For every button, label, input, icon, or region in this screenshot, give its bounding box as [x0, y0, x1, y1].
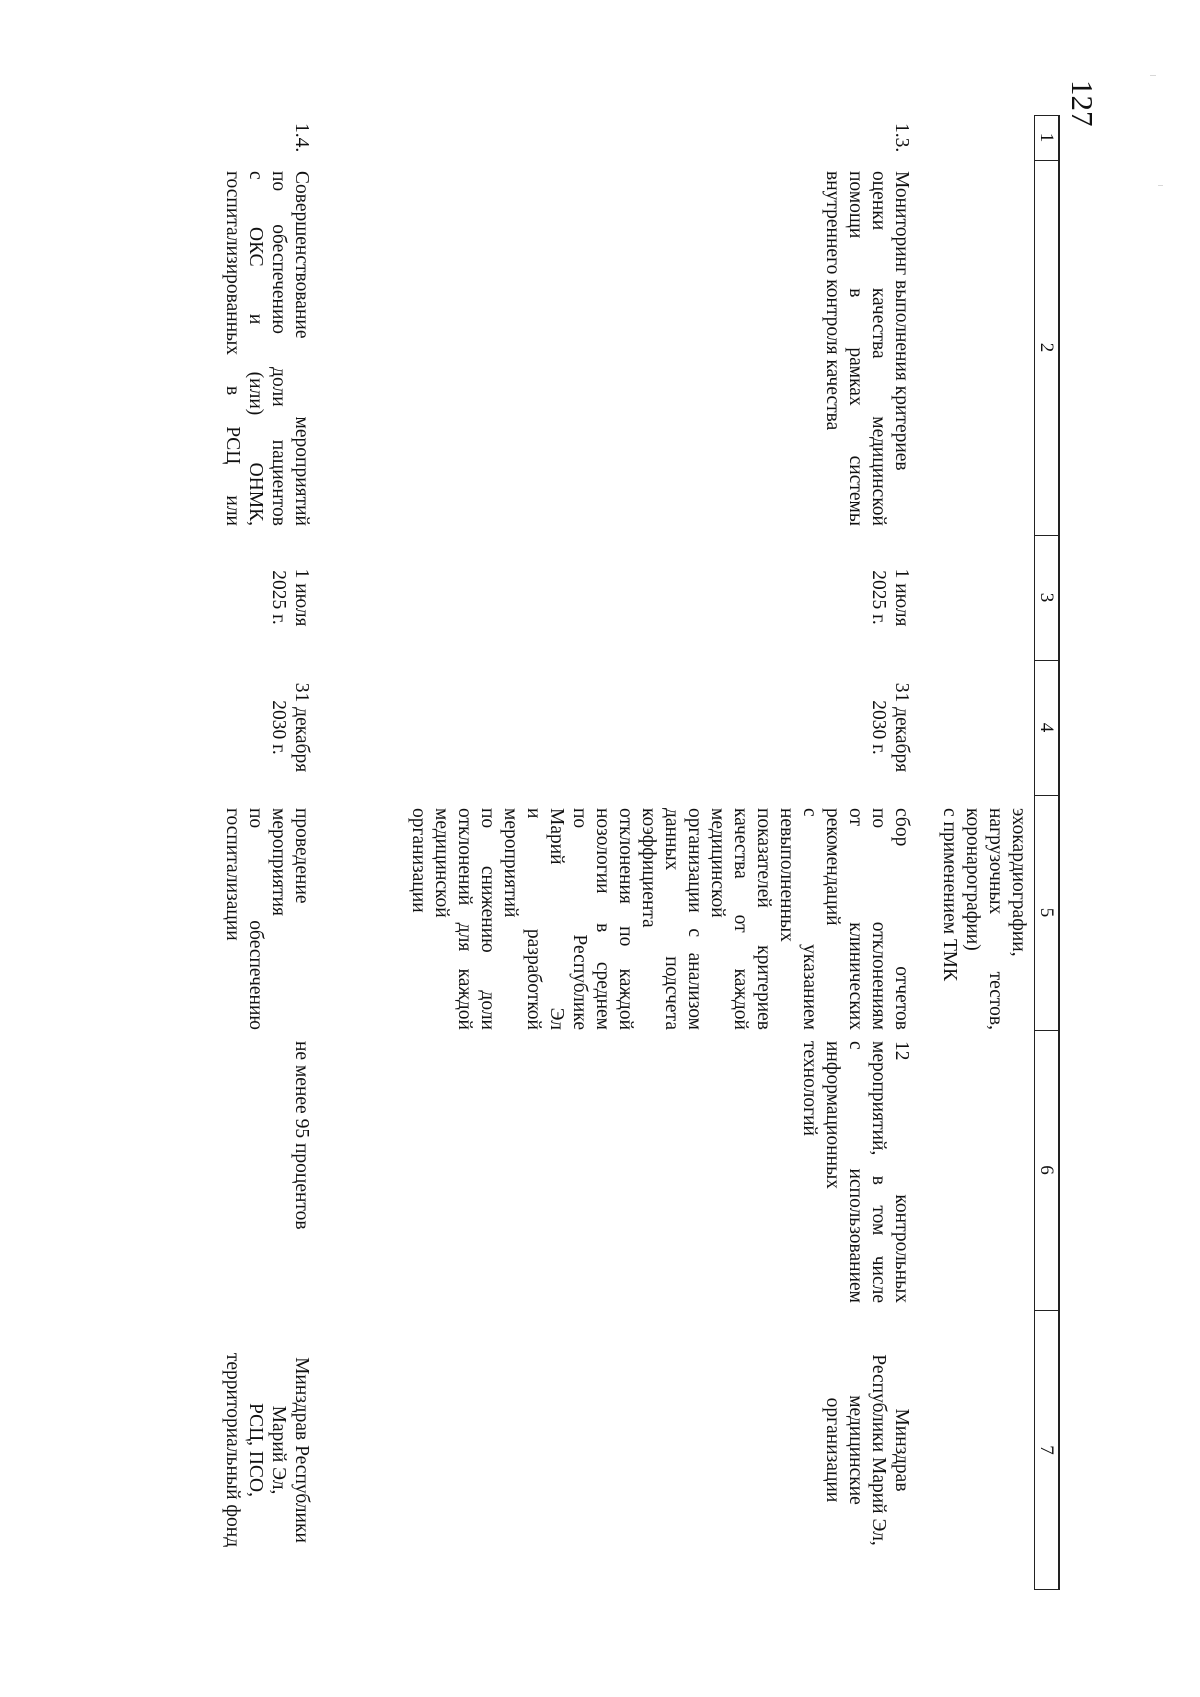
- text-line: медицинской: [431, 808, 452, 918]
- text-line: мероприятия: [268, 808, 289, 917]
- text-line: помощи в рамках системы: [845, 171, 866, 526]
- row-1-3-end-date: [867, 660, 913, 795]
- text-line: Минздрав Республики: [291, 1357, 312, 1543]
- row-number: 1.4.: [291, 123, 312, 153]
- row-1-4-target-value: [290, 1041, 313, 1303]
- text-line: по обеспечению: [245, 808, 266, 1030]
- text-line: организации с анализом: [684, 808, 705, 1030]
- text-line: Мониторинг выполнения критериев: [891, 171, 912, 471]
- row-1-3-start-date: [867, 535, 913, 660]
- column-header-2: 2: [1036, 342, 1057, 353]
- text-line: невыполненных: [776, 808, 797, 942]
- text-line: организации: [822, 1397, 843, 1503]
- text-line: внутреннего контроля качества: [822, 171, 843, 431]
- text-line: эхокардиографии,: [1008, 808, 1029, 957]
- text-line: отклонения по каждой: [615, 808, 636, 1030]
- scan-mark: [1158, 185, 1163, 186]
- text-line: Республики Марий Эл,: [868, 1354, 889, 1546]
- text-line: Минздрав: [891, 1408, 912, 1492]
- text-line: 1 июля: [291, 568, 312, 627]
- table-top-border: [1058, 115, 1060, 1590]
- text-line: рекомендаций: [822, 808, 843, 926]
- row-1-4-start-date: [267, 535, 313, 660]
- row-1-4-responsible: [221, 1310, 313, 1590]
- scan-mark: [1150, 75, 1156, 76]
- rotated-table: [200, 115, 1060, 1590]
- text-line: мероприятий, в том числе: [868, 1041, 889, 1303]
- text-line: медицинские: [845, 1395, 866, 1505]
- continuation-cell: [938, 808, 1030, 1030]
- text-line: сбор отчетов: [891, 808, 912, 1030]
- text-line: отклонений для каждой: [454, 808, 475, 1030]
- text-line: нагрузочных тестов,: [985, 808, 1006, 1030]
- text-line: коэффициента: [638, 808, 659, 928]
- text-line: территориальный фонд: [222, 1352, 243, 1548]
- column-header-4: 4: [1036, 722, 1057, 733]
- row-1-4-end-date: [267, 660, 313, 795]
- text-line: качества от каждой: [730, 808, 751, 1030]
- row-1-3-responsible: [821, 1310, 913, 1590]
- text-line: по обеспечению доли пациентов: [268, 171, 289, 526]
- column-header-6: 6: [1036, 1165, 1057, 1175]
- row-1-4-control-measure: [221, 808, 313, 1030]
- column-header-3: 3: [1036, 592, 1057, 603]
- text-line: 2030 г.: [868, 700, 889, 755]
- text-line: Марий Эл,: [268, 1405, 289, 1495]
- text-line: РСЦ, ПСО,: [245, 1403, 266, 1497]
- text-line: проведение: [291, 808, 312, 904]
- text-line: мероприятий: [500, 808, 521, 918]
- column-header-1: 1: [1036, 132, 1057, 143]
- text-line: 31 декабря: [291, 682, 312, 773]
- row-1-4-activity: [221, 171, 313, 526]
- page-number: 127: [1065, 80, 1100, 127]
- text-line: 1 июля: [891, 568, 912, 627]
- text-line: не менее 95 процентов: [291, 1041, 312, 1230]
- row-1-3-target-value: [798, 1041, 913, 1303]
- text-line: 2030 г.: [268, 700, 289, 755]
- text-line: Марий Эл: [546, 808, 567, 1030]
- text-line: показателей критериев: [753, 808, 774, 1030]
- table-header-border: [1034, 115, 1035, 1590]
- row-number: 1.3.: [891, 123, 912, 153]
- text-line: с использованием: [845, 1041, 866, 1303]
- text-line: и разработкой: [523, 808, 544, 1030]
- text-line: оценки качества медицинской: [868, 171, 889, 526]
- text-line: госпитализации: [222, 808, 243, 941]
- text-line: с указанием: [799, 808, 820, 1030]
- text-line: госпитализированных в РСЦ или: [222, 171, 243, 526]
- text-line: по снижению доли: [477, 808, 498, 1030]
- text-line: по отклонениям: [868, 808, 889, 1030]
- text-line: 31 декабря: [891, 682, 912, 773]
- text-line: с ОКС и (или) ОНМК,: [245, 171, 266, 526]
- text-line: коронарографии): [962, 808, 983, 951]
- column-header-7: 7: [1036, 1445, 1057, 1455]
- text-line: организации: [408, 808, 429, 913]
- column-header-5: 5: [1036, 907, 1057, 918]
- text-line: данных подсчета: [661, 808, 682, 1030]
- text-line: 2025 г.: [268, 570, 289, 625]
- text-line: от клинических: [845, 808, 866, 1030]
- text-line: технологий: [799, 1041, 820, 1136]
- text-line: информационных: [822, 1041, 843, 1189]
- text-line: с применением ТМК: [939, 808, 960, 981]
- row-1-3-activity: [821, 171, 913, 526]
- text-line: нозологии в среднем: [592, 808, 613, 1030]
- text-line: Совершенствование мероприятий: [291, 171, 312, 526]
- text-line: 2025 г.: [868, 570, 889, 625]
- text-line: медицинской: [707, 808, 728, 918]
- text-line: 12 контрольных: [891, 1041, 912, 1303]
- row-1-3-control-measure: [407, 808, 913, 1030]
- text-line: по Республике: [569, 808, 590, 1030]
